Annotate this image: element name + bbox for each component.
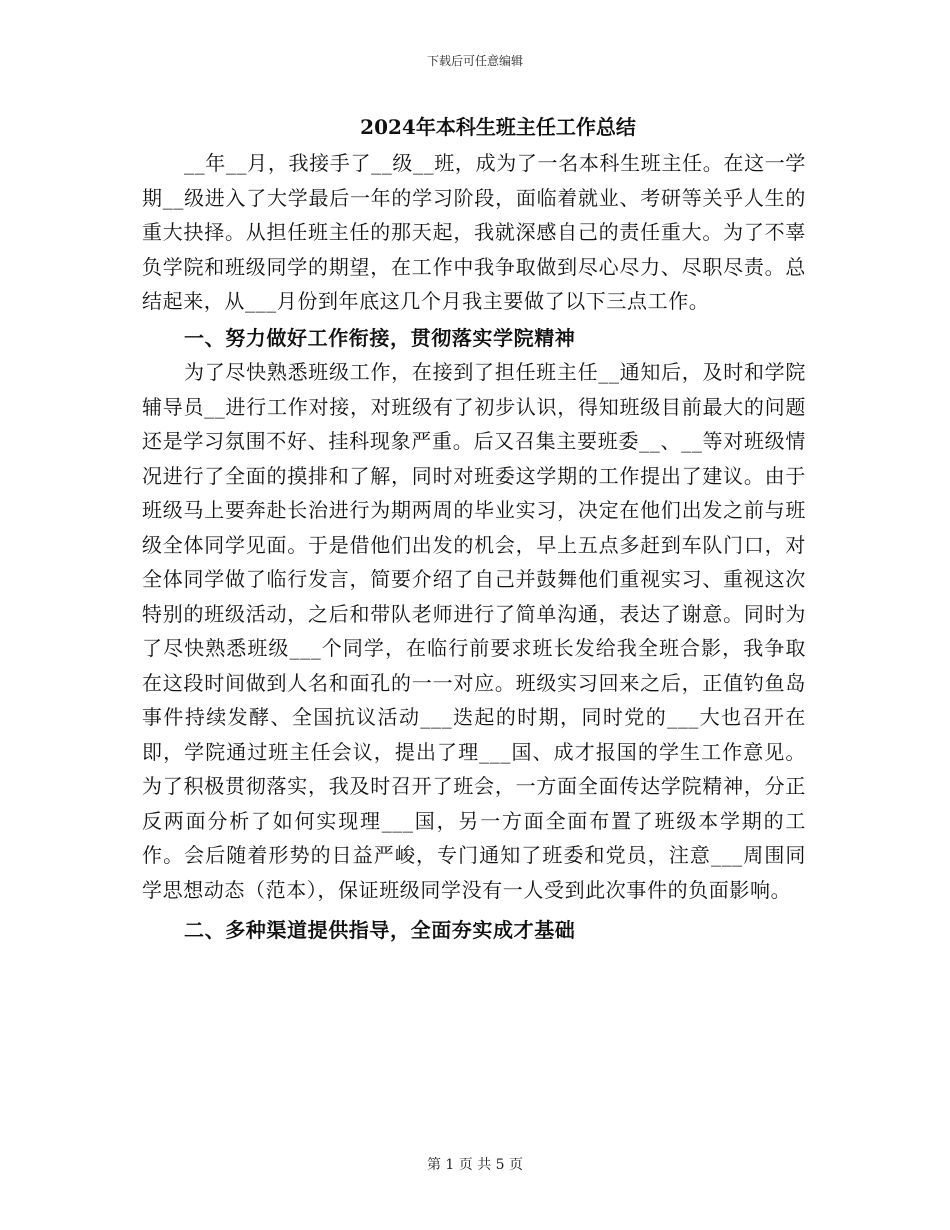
intro-paragraph: __年__月，我接手了__级__班，成为了一名本科生班主任。在这一学期__级进入了大学最后一年的学习阶段，面临着就业、考研等关乎人生的重大抉择。从担任班主任的那天起，我就深感自己的责任重大。为了不辜负学院和班级同学的期望，在工作中我争取做到尽心尽力、尽职尽责。总结起来，从___月份到年底这几个月我主要做了以下三点工作。 [142,151,806,313]
header-note: 下载后可任意编辑 [426,54,523,68]
document-body [142,146,806,948]
document-title: 2024年本科生班主任工作总结 [360,115,636,139]
section-1-heading: 一、努力做好工作衔接，贯彻落实学院精神 [184,325,576,350]
section-1-paragraph: 为了尽快熟悉班级工作，在接到了担任班主任__通知后，及时和学院辅导员__进行工作对接，对班级有了初步认识，得知班级目前最大的问题还是学习氛围不好、挂科现象严重。后又召集主要班委__、__等对班级情况进行了全面的摸排和了解，同时对班委这学期的工作提出了建议。由于班级马上要奔赴长治进行为期两周的毕业实习，决定在他们出发之前与班级全体同学见面。于是借他们出发的机会，早上五点多赶到车队门口，对全体同学做了临行发言，简要介绍了自己并鼓舞他们重视实习、重视这次特别的班级活动，之后和带队老师进行了简单沟通，表达了谢意。同时为了尽快熟悉班级___个同学，在临行前要求班长发给我全班合影，我争取在这段时间做到人名和面孔的一一对应。班级实习回来之后，正值钓鱼岛事件持续发酵、全国抗议活动___迭起的时期，同时党的___大也召开在即，学院通过班主任会议，提出了理___国、成才报国的学生工作意见。为了积极贯彻落实，我及时召开了班会，一方面全面传达学院精神，分正反两面分析了如何实现理___国，另一方面全面布置了班级本学期的工作。会后随着形势的日益严峻，专门通知了班委和党员，注意___周围同学思想动态（范本），保证班级同学没有一人受到此次事件的负面影响。 [142,360,806,902]
section-2-heading: 二、多种渠道提供指导，全面夯实成才基础 [184,918,576,942]
page-number: 第 1 页 共 5 页 [426,1157,524,1173]
